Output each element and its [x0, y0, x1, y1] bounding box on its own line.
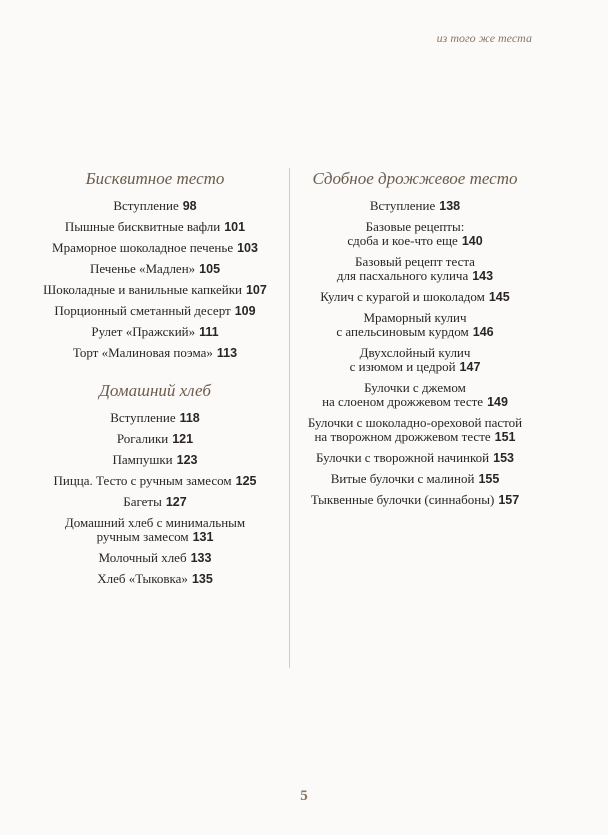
toc-entry-text: Булочки с шоколадно-ореховой пастой: [307, 415, 523, 430]
toc-entry-title-line: [30, 432, 280, 446]
toc-entry[interactable]: [30, 346, 280, 360]
toc-entry-text: Порционный сметанный десерт: [54, 303, 231, 318]
toc-entry-text: Печенье «Мадлен»: [89, 261, 196, 276]
toc-entry-text: Хлеб «Тыковка»: [97, 571, 188, 586]
toc-entry-text: Двухслойный кулич: [359, 345, 471, 360]
column-divider: [289, 168, 290, 668]
toc-entry[interactable]: [30, 262, 280, 276]
toc-entry[interactable]: [296, 416, 534, 444]
toc-entry-text: с апельсиновым курдом: [336, 324, 469, 339]
toc-entry-page: 109: [234, 304, 256, 318]
toc-entry-page: 113: [216, 346, 238, 360]
toc-entry-title-line: [296, 451, 534, 465]
toc-entry[interactable]: [30, 516, 280, 544]
toc-entry[interactable]: [30, 220, 280, 234]
section-title: Сдобное дрожжевое тесто: [312, 169, 518, 188]
toc-entry-text: на слоеном дрожжевом тесте: [322, 394, 484, 409]
toc-entry-text: Базовые рецепты:: [365, 219, 465, 234]
toc-entry-title-line: [296, 472, 534, 486]
toc-entry[interactable]: [296, 199, 534, 213]
toc-entry-text: с изюмом и цедрой: [349, 359, 456, 374]
toc-entry-title-line: [30, 325, 280, 339]
toc-entry[interactable]: [30, 241, 280, 255]
toc-entry-page: 111: [199, 325, 219, 339]
toc-entry-text: ручным замесом: [96, 529, 189, 544]
toc-entry-text: сдоба и кое-что еще: [347, 233, 458, 248]
toc-entry[interactable]: [296, 346, 534, 374]
toc-entry-title-line: [30, 262, 280, 276]
toc-entry-text: Пышные бисквитные вафли: [64, 219, 221, 234]
section-gap: [30, 367, 280, 381]
toc-entry[interactable]: [30, 283, 280, 297]
toc-entry-title-line: [296, 220, 534, 234]
toc-entry-text: Шоколадные и ванильные капкейки: [43, 282, 242, 297]
toc-entry[interactable]: [30, 199, 280, 213]
toc-entry-title-line: [296, 311, 534, 325]
toc-entry-page: 105: [199, 262, 221, 276]
toc-entry-title-line: [296, 381, 534, 395]
toc-entry-text: Вступление: [110, 410, 176, 425]
toc-entry-title-line: [30, 551, 280, 565]
toc-entry[interactable]: [30, 495, 280, 509]
toc-entry-text: Кулич с курагой и шоколадом: [320, 289, 485, 304]
toc-entry-page: 155: [478, 472, 500, 486]
toc-entry-title-line: [296, 255, 534, 269]
toc-entry[interactable]: [30, 304, 280, 318]
toc-entry-title-line: [296, 416, 534, 430]
toc-entry-title-line: [296, 269, 534, 283]
toc-entry[interactable]: [296, 290, 534, 304]
toc-entry-page: 107: [245, 283, 267, 297]
toc-entry[interactable]: [296, 451, 534, 465]
section-title: Бисквитное тесто: [85, 169, 225, 188]
toc-entry[interactable]: [30, 551, 280, 565]
toc-entry[interactable]: [30, 474, 280, 488]
toc-entry[interactable]: [30, 453, 280, 467]
toc-entry-text: Булочки с творожной начинкой: [316, 450, 490, 465]
toc-entry-page: 135: [191, 572, 213, 586]
toc-entry-title-line: [30, 220, 280, 234]
toc-entry-title-line: [296, 395, 534, 409]
toc-entry-page: 140: [461, 234, 483, 248]
toc-entry-title-line: [30, 453, 280, 467]
toc-entry-title-line: [30, 199, 280, 213]
toc-entry[interactable]: [296, 381, 534, 409]
toc-entry-text: Булочки с джемом: [364, 380, 466, 395]
toc-entry[interactable]: [30, 572, 280, 586]
toc-entry-title-line: [30, 346, 280, 360]
toc-entry-text: Мраморное шоколадное печенье: [52, 240, 234, 255]
toc-entry-page: 149: [487, 395, 508, 409]
toc-entry-title-line: [296, 493, 534, 507]
toc-entry-title-line: [296, 430, 534, 444]
toc-entry[interactable]: [30, 432, 280, 446]
toc-entry-title-line: [30, 411, 280, 425]
toc-entry-title-line: [30, 474, 280, 488]
toc-entry-page: 101: [224, 220, 246, 234]
toc-entry-page: 147: [459, 360, 481, 374]
toc-entry-page: 151: [494, 430, 516, 444]
toc-entry-page: 125: [235, 474, 257, 488]
toc-entry-title-line: [296, 360, 534, 374]
toc-entry-page: 145: [488, 290, 510, 304]
toc-entry-page: 121: [172, 432, 194, 446]
toc-entry[interactable]: [296, 220, 534, 248]
toc-entry-title-line: [30, 283, 280, 297]
toc-entry[interactable]: [296, 255, 534, 283]
toc-left-column: [30, 169, 280, 593]
toc-entry-text: Пицца. Тесто с ручным замесом: [53, 473, 232, 488]
toc-entry-text: Базовый рецепт теста: [355, 254, 475, 269]
toc-entry-page: 127: [165, 495, 187, 509]
toc-entry-page: 146: [472, 325, 494, 339]
toc-entry-page: 153: [493, 451, 514, 465]
page-number: 5: [300, 788, 308, 804]
toc-entry-text: на творожном дрожжевом тесте: [314, 429, 491, 444]
toc-entry-title-line: [296, 346, 534, 360]
toc-entry-title-line: [296, 325, 534, 339]
toc-entry-title-line: [30, 516, 280, 530]
toc-entry-text: Вступление: [369, 198, 436, 213]
toc-entry-page: 103: [237, 241, 258, 255]
toc-entry-title-line: [30, 304, 280, 318]
toc-entry-text: Рулет «Пражский»: [91, 324, 196, 339]
toc-entry-text: Молочный хлеб: [98, 550, 187, 565]
toc-entry-text: Рогалики: [116, 431, 169, 446]
toc-entry-title-line: [296, 199, 534, 213]
toc-entry[interactable]: [296, 472, 534, 486]
toc-entry[interactable]: [296, 311, 534, 339]
toc-entry[interactable]: [30, 411, 280, 425]
toc-entry[interactable]: [30, 325, 280, 339]
toc-entry-page: 98: [182, 199, 197, 213]
toc-entry-text: для пасхального кулича: [336, 268, 469, 283]
toc-entry-title-line: [30, 241, 280, 255]
section-title: Домашний хлеб: [99, 381, 211, 400]
toc-entry-text: Домашний хлеб с минимальным: [64, 515, 246, 530]
toc-entry-text: Вступление: [113, 198, 179, 213]
toc-entry-page: 118: [179, 411, 200, 425]
toc-entry-text: Пампушки: [112, 452, 173, 467]
toc-entry-page: 157: [498, 493, 520, 507]
toc-entry-title-line: [30, 530, 280, 544]
toc-entry-title-line: [296, 234, 534, 248]
toc-entry-page: 131: [192, 530, 214, 544]
toc-entry-title-line: [296, 290, 534, 304]
toc-right-column: [296, 169, 534, 514]
toc-entry-text: Витые булочки с малиной: [330, 471, 475, 486]
toc-entry-text: Торт «Малиновая поэма»: [72, 345, 213, 360]
toc-entry-text: Мраморный кулич: [363, 310, 467, 325]
toc-entry-page: 123: [176, 453, 198, 467]
toc-entry[interactable]: [296, 493, 534, 507]
toc-entry-page: 138: [439, 199, 461, 213]
toc-entry-page: 133: [190, 551, 212, 565]
toc-entry-text: Багеты: [123, 494, 162, 509]
toc-entry-text: Тыквенные булочки (синнабоны): [310, 492, 495, 507]
toc-entry-title-line: [30, 495, 280, 509]
toc-entry-title-line: [30, 572, 280, 586]
running-head: из того же теста: [436, 31, 532, 45]
toc-entry-page: 143: [472, 269, 494, 283]
